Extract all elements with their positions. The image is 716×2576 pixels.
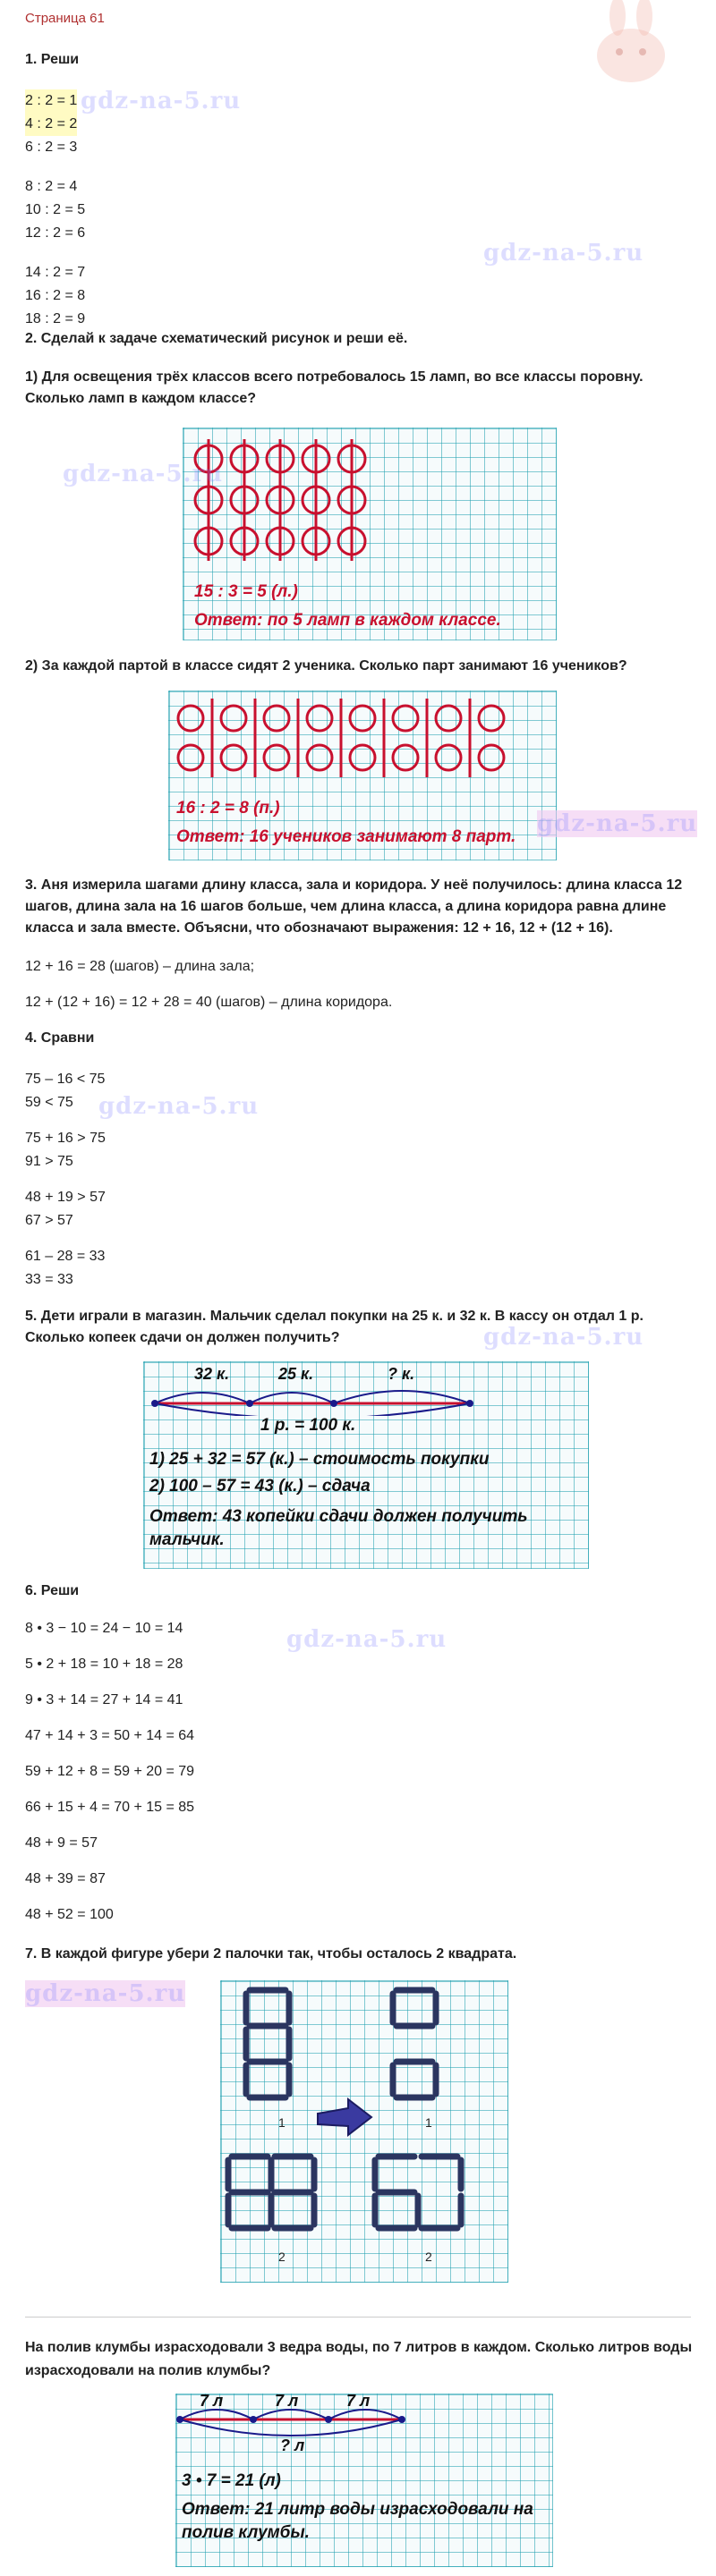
figure-label: 2 bbox=[425, 2250, 432, 2264]
figure-label: 1 bbox=[278, 2115, 286, 2130]
task6-line: 5 • 2 + 18 = 10 + 18 = 28 bbox=[25, 1657, 183, 1672]
task1-line: 10 : 2 = 5 bbox=[25, 202, 86, 217]
task5-heading: 5. Дети играли в магазин. Мальчик сделал покупки на 25 к. и 32 к. В кассу он отдал 1 р. Сколько копеек сдачи он должен получить? bbox=[25, 1309, 644, 1345]
watermark: gdz-na-5.ru bbox=[286, 1626, 448, 1653]
task1-line: 8 : 2 = 4 bbox=[25, 179, 78, 194]
watermark: gdz-na-5.ru bbox=[98, 1093, 260, 1120]
total-label: 1 р. = 100 к. bbox=[260, 1416, 356, 1435]
task3-line: 12 + 16 = 28 (шагов) – длина зала; bbox=[25, 959, 255, 974]
task4-heading: 4. Сравни bbox=[25, 1030, 95, 1046]
page-title: Страница 61 bbox=[25, 11, 105, 26]
sticks-drawing bbox=[221, 1981, 507, 2282]
task2-question-2: 2) За каждой партой в классе сидят 2 ученика. Сколько парт занимают 16 учеников? bbox=[25, 658, 627, 674]
desks-grid bbox=[168, 691, 557, 860]
task8-answer: Ответ: 21 литр воды израсходовали на полив клумбы. bbox=[182, 2500, 533, 2542]
watermark: gdz-na-5.ru bbox=[537, 810, 698, 837]
unknown-label: ? л bbox=[280, 2436, 305, 2454]
task6-line: 48 + 39 = 87 bbox=[25, 1871, 106, 1886]
task4-line: 33 = 33 bbox=[25, 1272, 73, 1287]
task2-heading: 2. Сделай к задаче схематический рисунок и реши её. bbox=[25, 331, 408, 346]
divider bbox=[25, 2317, 691, 2318]
segment-label: ? к. bbox=[388, 1365, 415, 1383]
task2-answer-1: Ответ: по 5 ламп в каждом классе. bbox=[194, 611, 501, 630]
task1-line: 12 : 2 = 6 bbox=[25, 225, 86, 241]
segment-label: 25 к. bbox=[278, 1365, 314, 1383]
sticks-grid bbox=[220, 1980, 508, 2283]
water-grid bbox=[175, 2394, 553, 2567]
lamps-grid bbox=[183, 428, 557, 640]
task1-list bbox=[25, 89, 85, 331]
task1-line: 6 : 2 = 3 bbox=[25, 140, 78, 155]
watermark: gdz-na-5.ru bbox=[25, 1980, 186, 2007]
task1-line: 18 : 2 = 9 bbox=[25, 311, 86, 326]
task1-line: 2 : 2 = 1 bbox=[25, 89, 77, 113]
task4-list bbox=[25, 1068, 106, 1292]
task6-line: 59 + 12 + 8 = 59 + 20 = 79 bbox=[25, 1764, 195, 1779]
watermark: gdz-na-5.ru bbox=[63, 461, 224, 487]
task5-step1: 1) 25 + 32 = 57 (к.) – стоимость покупки bbox=[149, 1450, 490, 1469]
task1-line: 16 : 2 = 8 bbox=[25, 288, 86, 303]
task1-line: 14 : 2 = 7 bbox=[25, 265, 86, 280]
figure-label: 2 bbox=[278, 2250, 286, 2264]
task7-heading: 7. В каждой фигуре убери 2 палочки так, чтобы осталось 2 квадрата. bbox=[25, 1946, 517, 1962]
task3-heading: 3. Аня измерила шагами длину класса, зала и коридора. У неё получилось: длина класса 12 шагов, длина зала на 16 шагов больше, чем длина класса, а длина коридора равна длине класса и зала вместе. Объясни, что обозначают выражения: 12 + 16, 12 + (12 + 16). bbox=[25, 877, 683, 936]
task4-line: 75 + 16 > 75 bbox=[25, 1131, 106, 1146]
task2-question-1: 1) Для освещения трёх классов всего потребовалось 15 ламп, во все классы поровну. Сколько ламп в каждом классе? bbox=[25, 369, 644, 406]
task4-line: 67 > 57 bbox=[25, 1213, 73, 1228]
watermark: gdz-na-5.ru bbox=[81, 88, 242, 114]
task4-line: 61 – 28 = 33 bbox=[25, 1249, 106, 1264]
arrow-icon bbox=[318, 2099, 371, 2135]
task6-heading: 6. Реши bbox=[25, 1583, 80, 1598]
task6-line: 48 + 9 = 57 bbox=[25, 1835, 98, 1851]
task5-step2: 2) 100 – 57 = 43 (к.) – сдача bbox=[149, 1477, 371, 1496]
lamps-drawing bbox=[183, 428, 556, 640]
task8-solution: 3 • 7 = 21 (л) bbox=[182, 2471, 281, 2490]
watermark: gdz-na-5.ru bbox=[483, 240, 644, 267]
task2-solution-1: 15 : 3 = 5 (л.) bbox=[194, 582, 298, 601]
task2-solution-2: 16 : 2 = 8 (п.) bbox=[176, 799, 280, 818]
task4-line: 91 > 75 bbox=[25, 1154, 73, 1169]
task1-line: 4 : 2 = 2 bbox=[25, 113, 77, 136]
bunny-logo-icon bbox=[573, 0, 689, 89]
task4-line: 59 < 75 bbox=[25, 1095, 73, 1110]
segment-label: 7 л bbox=[200, 2392, 224, 2410]
task6-line: 9 • 3 + 14 = 27 + 14 = 41 bbox=[25, 1692, 183, 1707]
segment-label: 32 к. bbox=[194, 1365, 230, 1383]
task1-heading: 1. Реши bbox=[25, 52, 80, 67]
task4-line: 75 – 16 < 75 bbox=[25, 1072, 106, 1087]
figure-label: 1 bbox=[425, 2115, 432, 2130]
task6-line: 48 + 52 = 100 bbox=[25, 1907, 114, 1922]
segment-label: 7 л bbox=[346, 2392, 371, 2410]
shop-grid bbox=[143, 1361, 589, 1569]
task5-answer: Ответ: 43 копейки сдачи должен получить мальчик. bbox=[149, 1507, 528, 1549]
task6-line: 8 • 3 − 10 = 24 − 10 = 14 bbox=[25, 1621, 183, 1636]
task8-question: На полив клумбы израсходовали 3 ведра воды, по 7 литров в каждом. Сколько литров воды израсходовали на полив клумбы? bbox=[25, 2340, 693, 2378]
task6-line: 66 + 15 + 4 = 70 + 15 = 85 bbox=[25, 1800, 195, 1815]
task3-line: 12 + (12 + 16) = 12 + 28 = 40 (шагов) – длина коридора. bbox=[25, 995, 393, 1010]
task6-line: 47 + 14 + 3 = 50 + 14 = 64 bbox=[25, 1728, 195, 1743]
segment-label: 7 л bbox=[275, 2392, 299, 2410]
task2-answer-2: Ответ: 16 учеников занимают 8 парт. bbox=[176, 827, 516, 846]
watermark: gdz-na-5.ru bbox=[483, 1324, 644, 1351]
task4-line: 48 + 19 > 57 bbox=[25, 1190, 106, 1205]
